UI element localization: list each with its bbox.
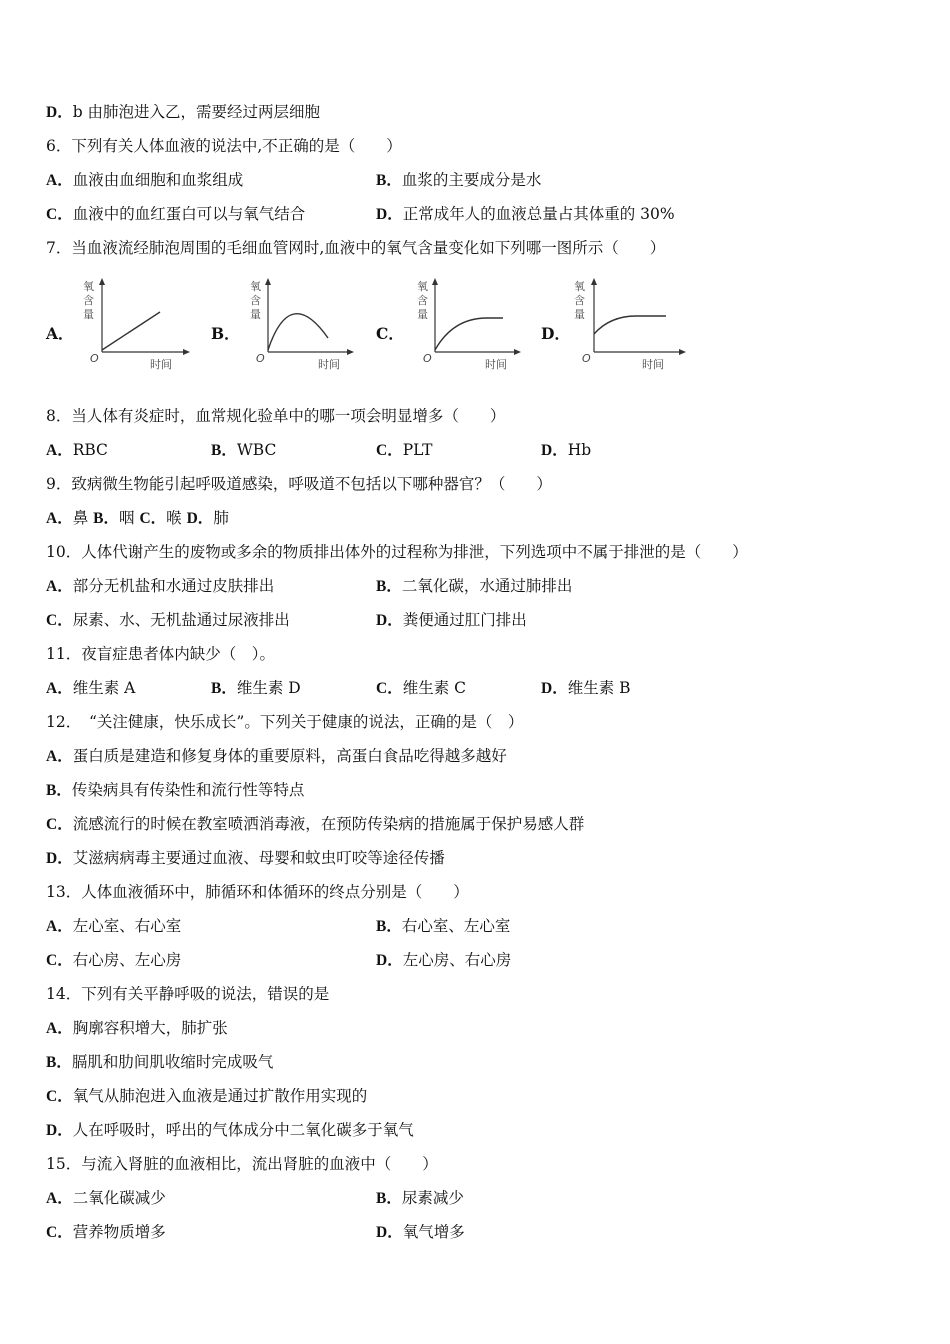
option-text: 传染病具有传染性和流行性等特点 — [71, 781, 305, 799]
q6-option-d — [376, 204, 675, 225]
option-label: C． — [46, 1088, 73, 1105]
option-text: 咽 — [119, 509, 135, 527]
y-axis-arrow — [265, 278, 271, 285]
option-label: C． — [46, 952, 73, 969]
option-text: 粪便通过肛门排出 — [402, 611, 527, 629]
x-axis-arrow — [514, 349, 521, 355]
q12-option-c — [46, 814, 584, 835]
option-text: 流感流行的时候在教室喷洒消毒液，在预防传染病的措施属于保护易感人群 — [72, 815, 585, 833]
curve-rise-then-plateau — [435, 318, 503, 350]
option-text: 尿素减少 — [401, 1189, 464, 1207]
option-text: 血液中的血红蛋白可以与氧气结合 — [72, 205, 306, 223]
option-text: 二氧化碳减少 — [72, 1189, 166, 1207]
q12-option-a — [46, 746, 507, 767]
q15-option-d — [376, 1222, 465, 1243]
option-label: C． — [139, 510, 167, 527]
option-text: 维生素 B — [567, 679, 631, 697]
y-axis-label-char: 量 — [417, 308, 428, 321]
option-label: A． — [46, 1190, 73, 1207]
q7-stem: 7．当血液流经肺泡周围的毛细血管网时,血液中的氧气含量变化如下列哪一图所示（ ） — [46, 239, 666, 257]
option-label: B． — [376, 172, 402, 189]
option-label: A． — [46, 918, 73, 935]
q13-option-b — [376, 916, 510, 937]
option-text: 部分无机盐和水通过皮肤排出 — [72, 577, 275, 595]
option-text: 喉 — [166, 509, 182, 527]
option-text: 维生素 A — [72, 679, 136, 697]
q11-option-b — [211, 678, 301, 699]
option-text: 血液由血细胞和血浆组成 — [72, 171, 244, 189]
option-text: 艾滋病病毒主要通过血液、母婴和蚊虫叮咬等途径传播 — [72, 849, 445, 867]
q6-option-c — [46, 204, 305, 225]
q12-option-b — [46, 780, 304, 801]
option-text: WBC — [236, 441, 277, 459]
option-text: 维生素 D — [236, 679, 301, 697]
q15-option-c — [46, 1222, 166, 1243]
option-text: 人在呼吸时，呼出的气体成分中二氧化碳多于氧气 — [72, 1121, 414, 1139]
option-text: RBC — [72, 441, 108, 459]
q8-option-d — [541, 440, 591, 461]
q13-stem: 13．人体血液循环中，肺循环和体循环的终点分别是（ ） — [46, 883, 469, 901]
x-axis-arrow — [679, 349, 686, 355]
q6-option-b — [376, 170, 541, 191]
option-label: A． — [46, 748, 73, 765]
y-axis-label-char: 量 — [574, 308, 585, 321]
x-axis-label: 时间 — [318, 358, 340, 371]
option-label: C． — [376, 680, 403, 697]
q8-option-b — [211, 440, 276, 461]
option-text: 右心房、左心房 — [72, 951, 182, 969]
q14-option-b — [46, 1052, 273, 1073]
option-label: D． — [376, 206, 403, 223]
option-text: 左心房、右心房 — [402, 951, 512, 969]
option-text: 肺 — [213, 509, 229, 527]
q7-graph-b-label: B． — [211, 324, 240, 343]
option-label: D． — [46, 104, 73, 121]
option-text: 尿素、水、无机盐通过尿液排出 — [72, 611, 290, 629]
origin-label: O — [90, 352, 99, 365]
q10-option-a — [46, 576, 274, 597]
option-text: 氧气从肺泡进入血液是通过扩散作用实现的 — [72, 1087, 368, 1105]
x-axis-label: 时间 — [485, 358, 507, 371]
option-text: PLT — [402, 441, 433, 459]
origin-label: O — [582, 352, 591, 365]
option-text: 二氧化碳，水通过肺排出 — [401, 577, 573, 595]
option-text: 左心室、右心室 — [72, 917, 182, 935]
option-label: A． — [46, 510, 73, 527]
option-label: A． — [46, 680, 73, 697]
option-label: B． — [376, 578, 402, 595]
option-label: D． — [46, 850, 73, 867]
q14-stem: 14．下列有关平静呼吸的说法，错误的是 — [46, 985, 330, 1003]
q12-stem: 12． “关注健康，快乐成长”。下列关于健康的说法，正确的是（ ） — [46, 713, 524, 731]
curve-rise-then-fall — [268, 314, 328, 350]
option-text: 鼻 — [72, 509, 89, 527]
y-axis-arrow — [591, 278, 597, 285]
q14-option-d — [46, 1120, 414, 1141]
x-axis-label: 时间 — [642, 358, 664, 371]
option-label: B． — [46, 1054, 72, 1071]
option-text: 膈肌和肋间肌收缩时完成吸气 — [71, 1053, 274, 1071]
option-label: D． — [376, 1224, 403, 1241]
q13-option-c — [46, 950, 181, 971]
q9-options — [46, 508, 229, 529]
y-axis-label-char: 氧 — [574, 280, 585, 293]
q15-option-b — [376, 1188, 464, 1209]
option-label: C． — [46, 206, 73, 223]
q7-graph-c — [405, 276, 525, 376]
q7-graph-c-label: C． — [376, 324, 404, 343]
option-label: B． — [376, 918, 402, 935]
option-text: Hb — [567, 441, 592, 459]
option-label: D． — [541, 442, 568, 459]
q13-option-d — [376, 950, 511, 971]
option-label: C． — [376, 442, 403, 459]
q11-option-c — [376, 678, 466, 699]
q10-option-c — [46, 610, 290, 631]
q10-option-b — [376, 576, 572, 597]
q5-option-d — [46, 102, 320, 123]
q7-graph-a-label: A． — [46, 324, 74, 343]
option-label: B． — [211, 680, 237, 697]
option-label: A． — [46, 172, 73, 189]
option-text: 蛋白质是建造和修复身体的重要原料，高蛋白食品吃得越多越好 — [72, 747, 507, 765]
option-label: A． — [46, 578, 73, 595]
y-axis-arrow — [432, 278, 438, 285]
q15-option-a — [46, 1188, 166, 1209]
x-axis-arrow — [347, 349, 354, 355]
y-axis-label-char: 氧 — [83, 280, 94, 293]
option-label: A． — [46, 442, 73, 459]
q11-option-d — [541, 678, 631, 699]
q6-stem: 6．下列有关人体血液的说法中,不正确的是（ ） — [46, 137, 402, 155]
y-axis-arrow — [99, 278, 105, 285]
y-axis-label-char: 含 — [250, 294, 261, 307]
q6-option-a — [46, 170, 243, 191]
option-label: B． — [93, 510, 119, 527]
option-text: 右心室、左心室 — [401, 917, 511, 935]
option-label: D． — [186, 510, 214, 527]
q11-stem: 11．夜盲症患者体内缺少（ ）。 — [46, 645, 275, 663]
x-axis-label: 时间 — [150, 358, 172, 371]
option-label: B． — [211, 442, 237, 459]
curve-plateau-from-nonzero — [594, 316, 666, 334]
option-text: 血浆的主要成分是水 — [401, 171, 542, 189]
y-axis-label-char: 量 — [83, 308, 94, 321]
q13-option-a — [46, 916, 181, 937]
y-axis-label-char: 含 — [417, 294, 428, 307]
q7-graph-b — [238, 276, 358, 376]
option-text: 胸廓容积增大，肺扩张 — [72, 1019, 228, 1037]
q8-option-c — [376, 440, 433, 461]
q8-stem: 8．当人体有炎症时，血常规化验单中的哪一项会明显增多（ ） — [46, 407, 506, 425]
q15-stem: 15．与流入肾脏的血液相比，流出肾脏的血液中（ ） — [46, 1155, 438, 1173]
option-text: 正常成年人的血液总量占其体重的 30% — [402, 205, 675, 223]
option-label: A． — [46, 1020, 73, 1037]
option-label: C． — [46, 612, 73, 629]
curve-linear-increase — [102, 312, 160, 350]
q11-option-a — [46, 678, 135, 699]
q8-option-a — [46, 440, 108, 461]
option-label: B． — [376, 1190, 402, 1207]
y-axis-label-char: 含 — [574, 294, 585, 307]
y-axis-label-char: 含 — [83, 294, 94, 307]
option-label: D． — [376, 952, 403, 969]
option-label: C． — [46, 816, 73, 833]
x-axis-arrow — [183, 349, 190, 355]
y-axis-label-char: 氧 — [417, 280, 428, 293]
q12-option-d — [46, 848, 445, 869]
option-label: C． — [46, 1224, 73, 1241]
q7-graph-d — [570, 276, 690, 376]
y-axis-label-char: 氧 — [250, 280, 261, 293]
q14-option-a — [46, 1018, 228, 1039]
origin-label: O — [423, 352, 432, 365]
q10-option-d — [376, 610, 527, 631]
option-text: b 由肺泡进入乙，需要经过两层细胞 — [72, 103, 321, 121]
option-text: 营养物质增多 — [72, 1223, 166, 1241]
option-text: 氧气增多 — [402, 1223, 465, 1241]
y-axis-label-char: 量 — [250, 308, 261, 321]
q14-option-c — [46, 1086, 367, 1107]
option-label: D． — [541, 680, 568, 697]
option-text: 维生素 C — [402, 679, 466, 697]
option-label: D． — [376, 612, 403, 629]
q7-graph-d-label: D． — [541, 324, 570, 343]
q9-stem: 9．致病微生物能引起呼吸道感染，呼吸道不包括以下哪种器官？（ ） — [46, 475, 552, 493]
q7-graph-a — [74, 276, 194, 376]
option-label: D． — [46, 1122, 73, 1139]
option-label: B． — [46, 782, 72, 799]
origin-label: O — [256, 352, 265, 365]
q10-stem: 10．人体代谢产生的废物或多余的物质排出体外的过程称为排泄，下列选项中不属于排泄的是（ ） — [46, 543, 748, 561]
